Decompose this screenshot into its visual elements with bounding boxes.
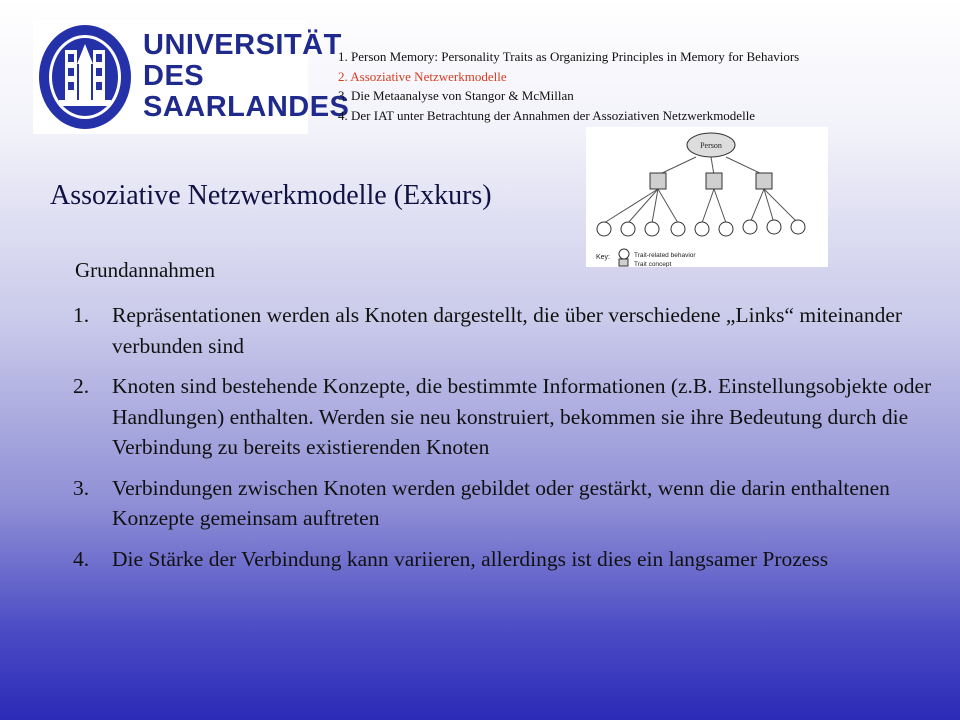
assumption-list — [73, 300, 935, 584]
logo-wordmark — [143, 30, 349, 123]
logo-line: UNIVERSITÄT — [143, 29, 342, 61]
agenda-item: 3. Die Metaanalyse von Stangor & McMillan — [338, 88, 574, 103]
logo-line: SAARLANDES — [143, 91, 350, 123]
behavior-node — [695, 222, 709, 236]
list-number: 2. — [73, 374, 90, 398]
list-item — [73, 473, 935, 534]
network-diagram — [586, 127, 828, 267]
subheading: Grundannahmen — [75, 258, 215, 282]
trait-node — [706, 173, 722, 189]
list-text: Repräsentationen werden als Knoten dargestellt, die über verschiedene „Links“ miteinander verbunden sind — [112, 303, 903, 358]
list-text: Knoten sind bestehende Konzepte, die bestimmte Informationen (z.B. Einstellungsobjekte oder Handlungen) enthalten. Werden sie neu konstruiert, bekommen sie ihre Bedeutung durch die Verbindung zu bereits existierenden Knoten — [112, 374, 932, 459]
legend-behavior-label: Trait-related behavior — [634, 252, 696, 259]
behavior-node — [597, 222, 611, 236]
behavior-node — [671, 222, 685, 236]
list-item — [73, 371, 935, 463]
university-seal-icon — [33, 20, 133, 134]
slide-title: Assoziative Netzwerkmodelle (Exkurs) — [50, 180, 492, 211]
behavior-node — [743, 220, 757, 234]
person-node-label: Person — [700, 141, 722, 150]
list-number: 1. — [73, 303, 90, 327]
legend-trait-symbol — [619, 259, 628, 266]
trait-node — [756, 173, 772, 189]
agenda-item: 1. Person Memory: Personality Traits as Organizing Principles in Memory for Behaviors — [338, 49, 800, 64]
trait-node — [650, 173, 666, 189]
agenda-nav — [338, 47, 799, 125]
behavior-node — [719, 222, 733, 236]
list-number: 4. — [73, 546, 90, 571]
behavior-node — [621, 222, 635, 236]
legend-trait-label: Trait concept — [634, 261, 672, 267]
legend-behavior-symbol — [619, 249, 629, 259]
logo-line: DES — [143, 60, 205, 92]
university-logo — [33, 20, 350, 134]
behavior-node — [767, 220, 781, 234]
network-diagram-graphic — [586, 127, 828, 267]
list-text: Verbindungen zwischen Knoten werden gebildet oder gestärkt, wenn die darin enthaltenen Konzepte gemeinsam auftreten — [112, 475, 890, 530]
list-item — [73, 300, 935, 361]
list-number: 3. — [73, 475, 90, 500]
agenda-item-active: 2. Assoziative Netzwerkmodelle — [338, 68, 507, 84]
behavior-node — [645, 222, 659, 236]
behavior-node — [791, 220, 805, 234]
list-text: Die Stärke der Verbindung kann variieren, allerdings ist dies ein langsamer Prozess — [112, 546, 829, 571]
agenda-item: 4. Der IAT unter Betrachtung der Annahmen der Assoziativen Netzwerkmodelle — [338, 107, 756, 123]
legend-key-label: Key: — [596, 254, 611, 261]
list-item — [73, 544, 935, 575]
